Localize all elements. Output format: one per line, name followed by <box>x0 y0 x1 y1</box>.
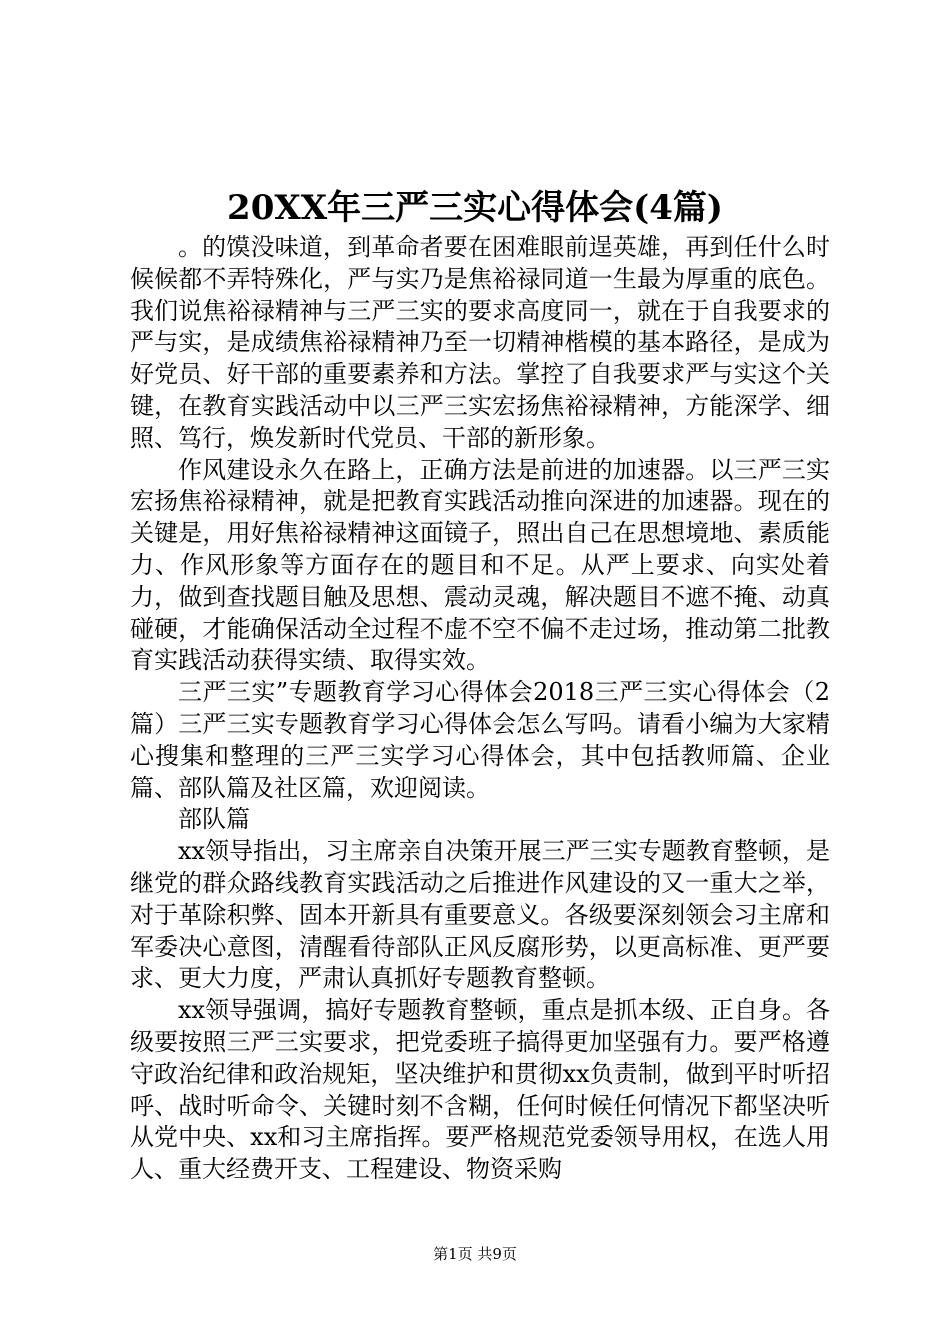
paragraph: xx领导指出，习主席亲自决策开展三严三实专题教育整顿，是继党的群众路线教育实践活动之后推进作风建设的又一重大之举，对于革除积弊、固本开新具有重要意义。各级要深刻领会习主席和军委决心意图，清醒看待部队正风反腐形势，以更高标准、更严要求、更大力度，严肃认真抓好专题教育整顿。 <box>130 837 830 993</box>
section-heading: 部队篇 <box>178 805 250 834</box>
page-footer: 第1页 共9页 <box>433 1245 517 1263</box>
paragraph: 。的馍没味道，到革命者要在困难眼前逞英雄，再到任什么时候候都不弄特殊化，严与实乃是焦裕禄同道一生最为厚重的底色。我们说焦裕禄精神与三严三实的要求高度同一，就在于自我要求的严与实，是成绩焦裕禄精神乃至一切精神楷模的基本路径，是成为好党员、好干部的重要素养和方法。掌控了自我要求严与实这个关键，在教育实践活动中以三严三实宏扬焦裕禄精神，方能深学、细照、笃行，焕发新时代党员、干部的新形象。 <box>130 233 830 452</box>
paragraph: xx领导强调，搞好专题教育整顿，重点是抓本级、正自身。各级要按照三严三实要求，把党委班子搞得更加坚强有力。要严格遵守政治纪律和政治规矩，坚决维护和贯彻xx负责制，做到平时听招呼、战时听命令、关键时刻不含糊，任何时候任何情况下都坚决听从党中央、xx和习主席指挥。要严格规范党委领导用权，在选人用人、重大经费开支、工程建设、物资采购 <box>130 996 830 1184</box>
paragraph: 作风建设永久在路上，正确方法是前进的加速器。以三严三实宏扬焦裕禄精神，就是把教育实践活动推向深进的加速器。现在的关键是，用好焦裕禄精神这面镜子，照出自己在思想境地、素质能力、作风形象等方面存在的题目和不足。从严上要求、向实处着力，做到查找题目触及思想、震动灵魂，解决题目不遮不掩、动真碰硬，才能确保活动全过程不虚不空不偏不走过场，推动第二批教育实践活动获得实绩、取得实效。 <box>130 455 830 675</box>
paragraph: 三严三实”专题教育学习心得体会2018三严三实心得体会（2篇）三严三实专题教育学习心得体会怎么写吗。请看小编为大家精心搜集和整理的三严三实学习心得体会，其中包括教师篇、企业篇、部队篇及社区篇，欢迎阅读。 <box>130 678 830 802</box>
document-title: 20XX年三严三实心得体会(4篇) <box>227 188 723 228</box>
document-body <box>130 232 830 1186</box>
